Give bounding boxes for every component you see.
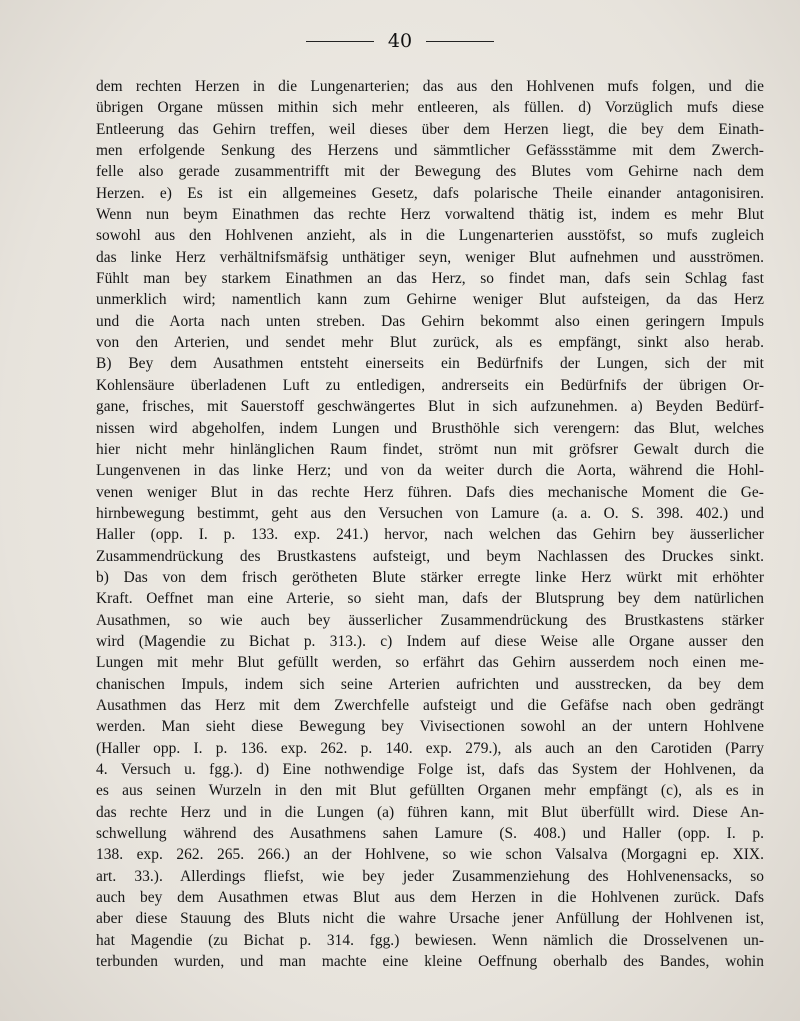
text-line: Wenn nun beym Einathmen das rechte Herz vorwaltend thätig ist, indem es mehr Blut [96,206,764,224]
text-line: Entleerung das Gehirn treffen, weil dieses über dem Herzen liegt, die bey dem Einath- [96,120,764,138]
text-line: hirnbewegung bestimmt, geht aus den Versuchen von Lamure (a. a. O. S. 398. 402.) und [96,504,764,522]
text-line: B) Bey dem Ausathmen entsteht einerseits ein Bedürfnifs der Lungen, sich der mit [96,355,764,373]
text-line: men erfolgende Senkung des Herzens und sämmtlicher Gefässstämme mit dem Zwerch- [96,142,764,160]
text-line: (Haller opp. I. p. 136. exp. 262. p. 140. exp. 279.), als auch an den Carotiden (Parry [96,739,764,757]
text-line: schwellung während des Ausathmens sahen Lamure (S. 408.) und Haller (opp. I. p. [96,825,764,843]
text-line: 138. exp. 262. 265. 266.) an der Hohlvene, so wie schon Valsalva (Morgagni ep. XIX. [96,846,764,864]
text-line: und die Aorta nach unten streben. Das Gehirn bekommt also einen geringern Impuls [96,312,764,330]
text-line: 4. Versuch u. fgg.). d) Eine nothwendige Folge ist, dafs das System der Hohlvenen, da [96,761,764,778]
text-line: Kohlensäure überladenen Luft zu entledigen, andrerseits ein Bedürfnifs der übrigen Or- [96,376,764,394]
text-line: unmerklich wird; namentlich kann zum Gehirne weniger Blut aufsteigen, da das Herz [96,291,764,309]
text-line: art. 33.). Allerdings fliefst, wie bey jeder Zusammenziehung des Hohlvenensacks, so [96,867,764,885]
text-line: hier nicht mehr hinlänglichen Raum findet, strömt nun mit gröfsrer Gewalt durch die [96,440,764,458]
text-line: hat Magendie (zu Bichat p. 314. fgg.) bewiesen. Wenn nämlich die Drosselvenen un- [96,931,764,949]
text-line: sowohl aus den Hohlvenen anzieht, als in die Lungenarterien ausstöfst, so mufs zugleich [96,227,764,245]
text-line: das linke Herz verhältnifsmäfsig unthätiger seyn, weniger Blut aufnehmen und ausströmen. [96,248,764,266]
text-line: b) Das von dem frisch gerötheten Blute stärker erregte linke Herz würkt mit erhöhter [96,568,764,586]
text-line: Ausathmen das Herz mit dem Zwerchfelle aufsteigt und die Gefäfse nach oben gedrängt [96,696,764,714]
text-line: Ausathmen, so wie auch bey äusserlicher Zusammendrückung des Brustkastens stärker [96,611,764,629]
body-text [96,76,764,972]
text-line: venen weniger Blut in das rechte Herz führen. Dafs dies mechanische Moment die Ge- [96,483,764,501]
text-line: nissen wird abgeholfen, indem Lungen und Brusthöhle sich verengern: das Blut, welches [96,419,764,437]
text-line: chanischen Impuls, indem sich seine Arterien aufrichten und ausstrecken, da bey dem [96,675,764,693]
text-line: Fühlt man bey starkem Einathmen an das Herz, so findet man, dafs sein Schlag fast [96,270,764,288]
text-line: Lungenvenen in das linke Herz; und von da weiter durch die Aorta, während die Hohl- [96,462,764,480]
text-line: Zusammendrückung des Brustkastens aufsteigt, und beym Nachlassen des Druckes sinkt. [96,547,764,565]
text-line: auch bey dem Ausathmen etwas Blut aus dem Herzen in die Hohlvenen zurück. Dafs [96,889,764,907]
text-line: wird (Magendie zu Bichat p. 313.). c) Indem auf diese Weise alle Organe ausser den [96,632,764,650]
text-line: übrigen Organe müssen mithin sich mehr entleeren, als füllen. d) Vorzüglich mufs diese [96,99,764,117]
text-line: aber diese Stauung des Bluts nicht die wahre Ursache jener Anfüllung der Hohlvenen ist, [96,910,764,928]
text-line: gane, frisches, mit Sauerstoff geschwängertes Blut in sich aufzunehmen. a) Beyden Bedürf- [96,398,764,416]
text-line: Lungen mit mehr Blut gefüllt werden, so erfährt das Gehirn ausserdem noch einen me- [96,654,764,672]
text-line: Kraft. Oeffnet man eine Arterie, so sieht man, dafs der Blutsprung bey dem natürlichen [96,590,764,608]
page-number: 40 [387,30,413,52]
header-rule-left [306,41,374,42]
text-line: terbunden wurden, und man machte eine kleine Oeffnung oberhalb des Bandes, wohin [96,953,764,971]
header-rule-right [426,41,494,42]
text-line: werden. Man sieht diese Bewegung bey Vivisectionen sowohl an der untern Hohlvene [96,718,764,736]
text-line: felle also gerade zusammentrifft mit der Bewegung des Blutes vom Gehirne nach dem [96,163,764,181]
page-header [0,32,800,51]
text-line: Haller (opp. I. p. 133. exp. 241.) hervor, nach welchen das Gehirn bey äusserlicher [96,526,764,544]
text-line: es aus seinen Wurzeln in den mit Blut gefüllten Organen mehr empfängt (c), als es in [96,782,764,800]
text-line: dem rechten Herzen in die Lungenarterien; das aus den Hohlvenen mufs folgen, und die [96,78,764,95]
text-line: von den Arterien, und sendet mehr Blut zurück, als es empfängt, sinkt also herab. [96,334,764,352]
text-line: Herzen. e) Es ist ein allgemeines Gesetz, dafs polarische Theile einander antagonisiren. [96,184,764,202]
text-line: das rechte Herz und in die Lungen (a) führen kann, mit Blut überfüllt wird. Diese An- [96,803,764,821]
